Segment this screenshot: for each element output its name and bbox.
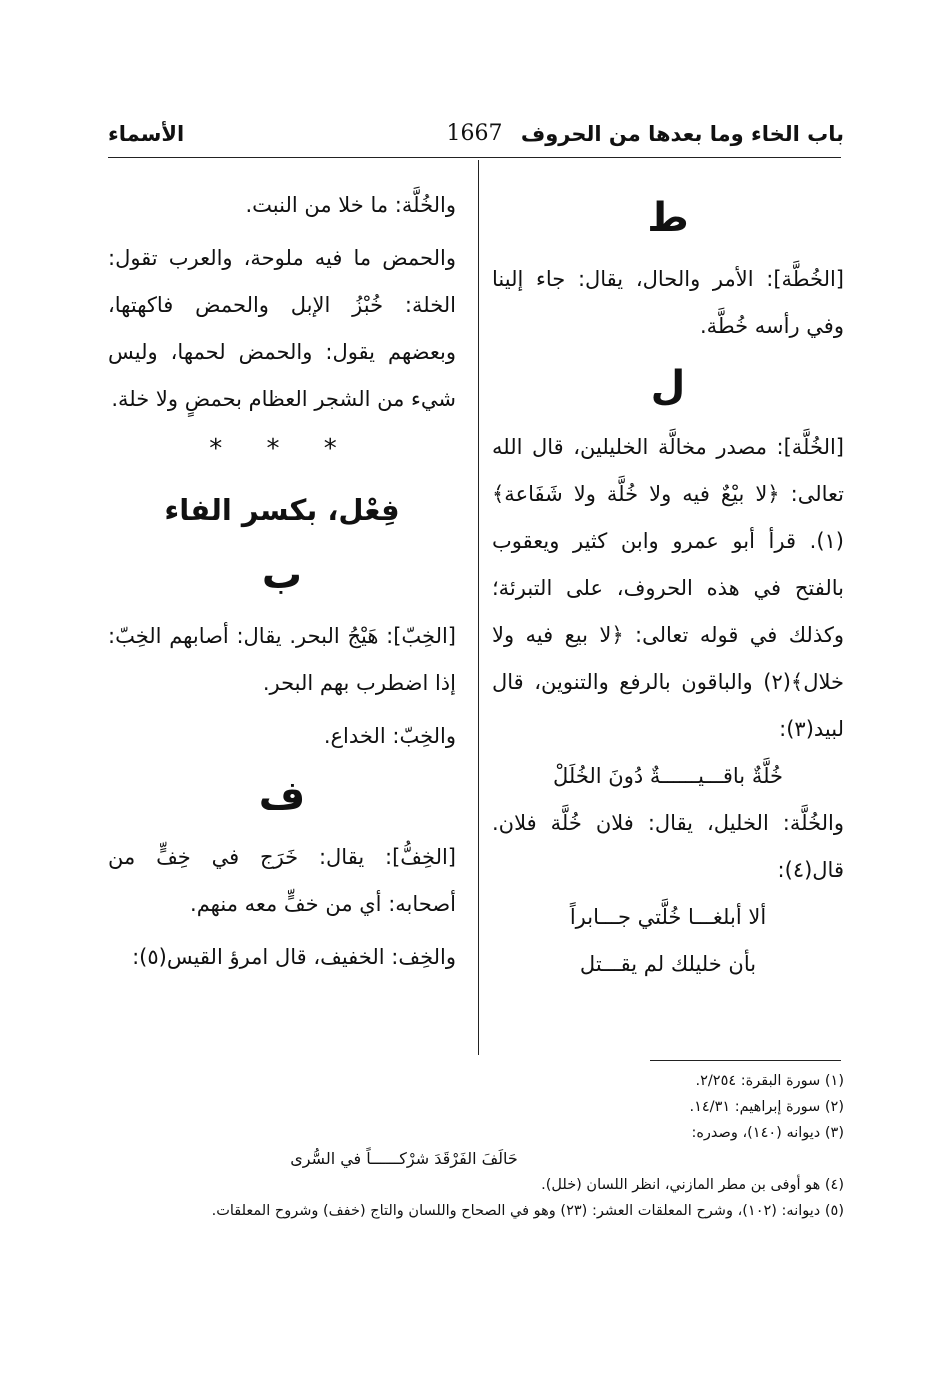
section-running-title: الأسماء xyxy=(108,122,185,146)
letter-heading-lam: ل xyxy=(650,363,686,409)
footnote-rule xyxy=(650,1060,841,1061)
entry-khiff: [الخِفُّ]: يقال: خَرَج في خِفٍّ من أصحابه: أي من خفٍّ معه منهم. xyxy=(108,845,456,916)
entry-khulla-khalil: والخُلَّة: الخليل، يقال: فلان خُلَّة فلان. قال(٤): xyxy=(492,811,844,882)
footnote-3: (٣) ديوانه (١٤٠)، وصدره: xyxy=(691,1125,844,1141)
entry-khutta: [الخُطَّة]: الأمر والحال، يقال: جاء إلينا وفي رأسه خُطَّة. xyxy=(492,267,844,338)
entry-khibb-khida: والخِبّ: الخداع. xyxy=(323,724,456,748)
footnote-1: (١) سورة البقرة: ٢/٢٥٤. xyxy=(695,1073,844,1089)
verse-line-2: بأن خليلك لم يقـــتل xyxy=(579,952,757,976)
section-heading: فِعْل، بكسر الفاء xyxy=(164,493,400,527)
letter-heading-faa: ف xyxy=(258,773,306,819)
header-rule xyxy=(108,157,841,158)
entry-khulla: [الخُلَّة]: مصدر مخالَّة الخليلين، قال الله تعالى: ﴿لا بيْعٌ فيه ولا خُلَّة ولا شَفَاعة﴾(١). قرأ أبو عمرو وابن كثير ويعقوب بالفتح في هذه الحروف، على التبرئة؛ وكذلك في قوله تعالى: ﴿لا بيع فيه ولا خلال﴾(٢) والباقون بالرفع والتنوين، قال لبيد(٣): xyxy=(492,435,844,741)
column-divider xyxy=(478,160,479,1055)
footnote-3-verse: حَالَفَ الفَرْقَدَ شرْكــــــاً في السُّرى xyxy=(290,1149,518,1168)
footnote-5: (٥) ديوانه: (١٠٢)، وشرح المعلقات العشر: (٢٣) وهو في الصحاح واللسان والتاج (خفف) وشروح المعلقات. xyxy=(211,1203,844,1219)
footnote-2: (٢) سورة إبراهيم: ١٤/٣١. xyxy=(689,1099,844,1115)
section-separator-stars: * * * xyxy=(209,434,355,464)
footnote-4: (٤) هو أوفى بن مطر المازني، انظر اللسان (خلل). xyxy=(541,1177,844,1193)
page-number: 1667 xyxy=(446,121,503,146)
right-column xyxy=(492,182,844,988)
verse-labid: خُلَّةٌ باقـــيــــــةٌ دُونَ الخُلَلْ xyxy=(552,764,784,788)
verse-line-1: ألا أبلغـــا خُلَّتي جـــابراً xyxy=(569,905,767,929)
letter-heading-taa: ط xyxy=(647,195,689,241)
entry-khibb: [الخِبّ]: هَيْجُ البحر. يقال: أصابهم الخِبّ: إذا اضطرب بهم البحر. xyxy=(108,624,456,695)
chapter-title: باب الخاء وما بعدها من الحروف xyxy=(520,122,844,146)
entry-khiff-khafif: والخِف: الخفيف، قال امرؤ القيس(٥): xyxy=(132,945,456,969)
entry-hamd: والحمض ما فيه ملوحة، والعرب تقول: الخلة: خُبْزُ الإبل والحمض فاكهتها، وبعضهم يقول: والحمض لحمها، وليس شيء من الشجر العظام بحمضٍ ولا خلة. xyxy=(108,246,456,411)
footnotes xyxy=(104,1068,844,1224)
entry-khulla-nabt: والخُلَّة: ما خلا من النبت. xyxy=(245,193,456,217)
letter-heading-baa: ب xyxy=(261,552,303,598)
left-column xyxy=(108,182,456,981)
